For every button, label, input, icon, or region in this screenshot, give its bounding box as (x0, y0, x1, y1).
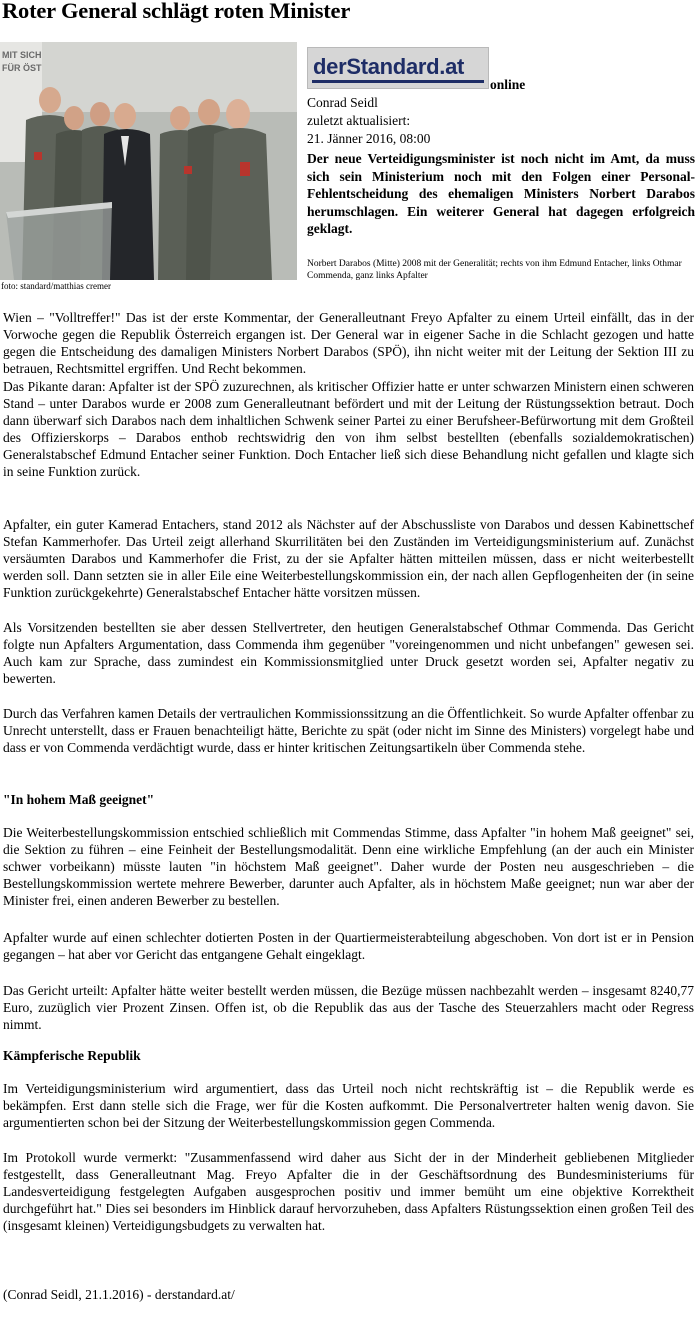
body-paragraph: Wien – "Volltreffer!" Das ist der erste Kommentar, der Generalleutnant Freyo Apfalter zu einem Urteil einfällt, das in der Vorwoche gegen die Republik Österreich ergangen ist. Der General war in eigener Sache in die Schlacht gezogen und hatte gegen die Entscheidung des damaligen Ministers Norbert Darabos (SPÖ), ihn nicht weiter mit der Leitung der Sektion III zu betrauen, Rechtsmittel ergriffen. Und Recht bekommen. (3, 310, 694, 377)
updated-label: zuletzt aktualisiert: (307, 113, 411, 128)
brand-suffix: online (490, 77, 526, 92)
subheading: "In hohem Maß geeignet" (3, 792, 155, 807)
photo-banner-text-1: MIT SICH (2, 50, 42, 60)
body-paragraph: Apfalter wurde auf einen schlechter dotierten Posten in der Quartiermeisterabteilung abgeschoben. Von dort ist er in Pension gegangen – hat aber vor Gericht das entgangene Gehalt eingeklagt. (3, 930, 694, 963)
body-paragraph: Als Vorsitzenden bestellten sie aber dessen Stellvertreter, den heutigen Generalstabschef Othmar Commenda. Das Gericht folgte nun Apfalters Argumentation, dass Commenda ihm gegenüber "voreingenommen und nicht unbefangen" gewesen sei. Auch kam zur Sprache, dass zumindest ein Kommissionsmitglied unter Druck gesetzt worden sei, Apfalter negativ zu bewerten. (3, 620, 694, 687)
photo-credit: foto: standard/matthias cremer (1, 281, 111, 291)
body-paragraph: Das Pikante daran: Apfalter ist der SPÖ zuzurechnen, als kritischer Offizier hatte er unter schwarzen Ministern einen schweren Stand – unter Darabos wurde er 2008 zum Generalleutnant befördert und mit der Leitung der Rüstungssektion betraut. Doch dann überwarf sich Darabos nach dem inhaltlichen Schwenk seiner Partei zu einer Berufsheer-Befürwortung mit dem Großteil des Offizierskorps – Darabos enthob rechtswidrig den von ihm selbst bestellten (ebenfalls sozialdemokratischen) Generalstabschef Edmund Entacher seiner Funktion. Doch Entacher ließ sich diese Behandlung nicht gefallen und klagte sich in seine Funktion zurück. (3, 379, 694, 480)
headline: Roter General schlägt roten Minister (2, 0, 351, 23)
article-footer: (Conrad Seidl, 21.1.2016) - derstandard.at/ (3, 1287, 235, 1302)
photo-caption: Norbert Darabos (Mitte) 2008 mit der Generalität; rechts von ihm Edmund Entacher, links Othmar Commenda, ganz links Apfalter (307, 259, 682, 281)
body-paragraph: Apfalter, ein guter Kamerad Entachers, stand 2012 als Nächster auf der Abschussliste von Darabos und dessen Kabinettschef Stefan Kammerhofer. Das Urteil zeigt allerhand Skurrilitäten bei den Zuständen im Verteidigungsministerium auf. Zunächst versäumten Darabos und Kammerhofer die Frist, zu der sie Apfalter hätten mitteilen müssen, dass er nicht weiterbestellt werden soll. Dann setzten sie in aller Eile eine Weiterbestellungskommission ein, der nach allen Gepflogenheiten der (in seine Funktion zurückgekehrte) Generalstabschef Entacher hätte vorsitzen müssen. (3, 517, 694, 601)
subheading: Kämpferische Republik (3, 1048, 141, 1063)
photo-banner-text-2: FÜR ÖST (2, 63, 42, 73)
body-paragraph: Im Protokoll wurde vermerkt: "Zusammenfassend wird daher aus Sicht der in der Minderheit gebliebenen Mitglieder festgestellt, dass Generalleutnant Mag. Freyo Apfalter die in der Geschäftsordnung des Bundesministeriums für Landesverteidigung festgelegten Aufgaben ausgesprochen positiv und immer bemüht um eine objektive Korrektheit durchgeführt hat." Dies sei besonders im Hinblick darauf hervorzuheben, dass Apfalters Rüstungssektion einen großen Teil des (insgesamt kleinen) Verteidigungsbudgets zu verwalten hat. (3, 1150, 694, 1234)
body-paragraph: Durch das Verfahren kamen Details der vertraulichen Kommissionssitzung an die Öffentlichkeit. So wurde Apfalter offenbar zu Unrecht unterstellt, dass er Frauen benachteiligt hätte, Berichte zu spät (oder nicht im Sinne des Ministers) vorgelegt habe und dass er von Commenda verdächtigt wurde, dass er hinter kritischen Zeitungsartikeln über Commenda stehe. (3, 706, 694, 756)
logo-underline (312, 80, 484, 83)
lead-paragraph: Der neue Verteidigungsminister ist noch nicht im Amt, da muss sich sein Ministerium noch mit den Folgen einer Personal-Fehlentscheidung des ehemaligen Ministers Norbert Darabos herumschlagen. Ein weiterer General hat dagegen erfolgreich geklagt. (307, 151, 695, 236)
logo-text: derStandard.at (313, 54, 465, 79)
body-paragraph: Im Verteidigungsministerium wird argumentiert, dass das Urteil noch nicht rechtskräftig ist – die Republik werde es bekämpfen. Erst dann stelle sich die Frage, wer für die Kosten aufkommt. Die Personalvertreter halten wenig davon. Sie argumentierten schon bei der Sitzung der Weiterbestellungskommission gegen Commenda. (3, 1081, 694, 1131)
derstandard-logo[interactable] (307, 47, 489, 89)
body-paragraph: Das Gericht urteilt: Apfalter hätte weiter bestellt werden müssen, die Bezüge müssen nachbezahlt werden – insgesamt 8240,77 Euro, zuzüglich vier Prozent Zinsen. Offen ist, ob die Republik das aus der Tasche des Steuerzahlers macht oder Regress nimmt. (3, 983, 694, 1033)
author: Conrad Seidl (307, 95, 378, 110)
body-paragraph: Die Weiterbestellungskommission entschied schließlich mit Commendas Stimme, dass Apfalter "in hohem Maß geeignet" sei, die Sektion zu führen – eine Feinheit der Bestellungsmodalität. Denn eine wirkliche Empfehlung (an der auch ein Minister schwer vorbeikann) müsste lauten "in höchstem Maß geeignet". Daher wurde der Posten neu ausgeschrieben – die Bestellungskommission wertete mehrere Bewerber, darunter auch Apfalter, als in höchstem Maße geeignet; nun war aber der Minister frei, einen anderen Bewerber zu bestellen. (3, 825, 694, 909)
photo-illustration (0, 42, 297, 280)
article-photo (0, 42, 297, 280)
publish-date: 21. Jänner 2016, 08:00 (307, 131, 431, 146)
